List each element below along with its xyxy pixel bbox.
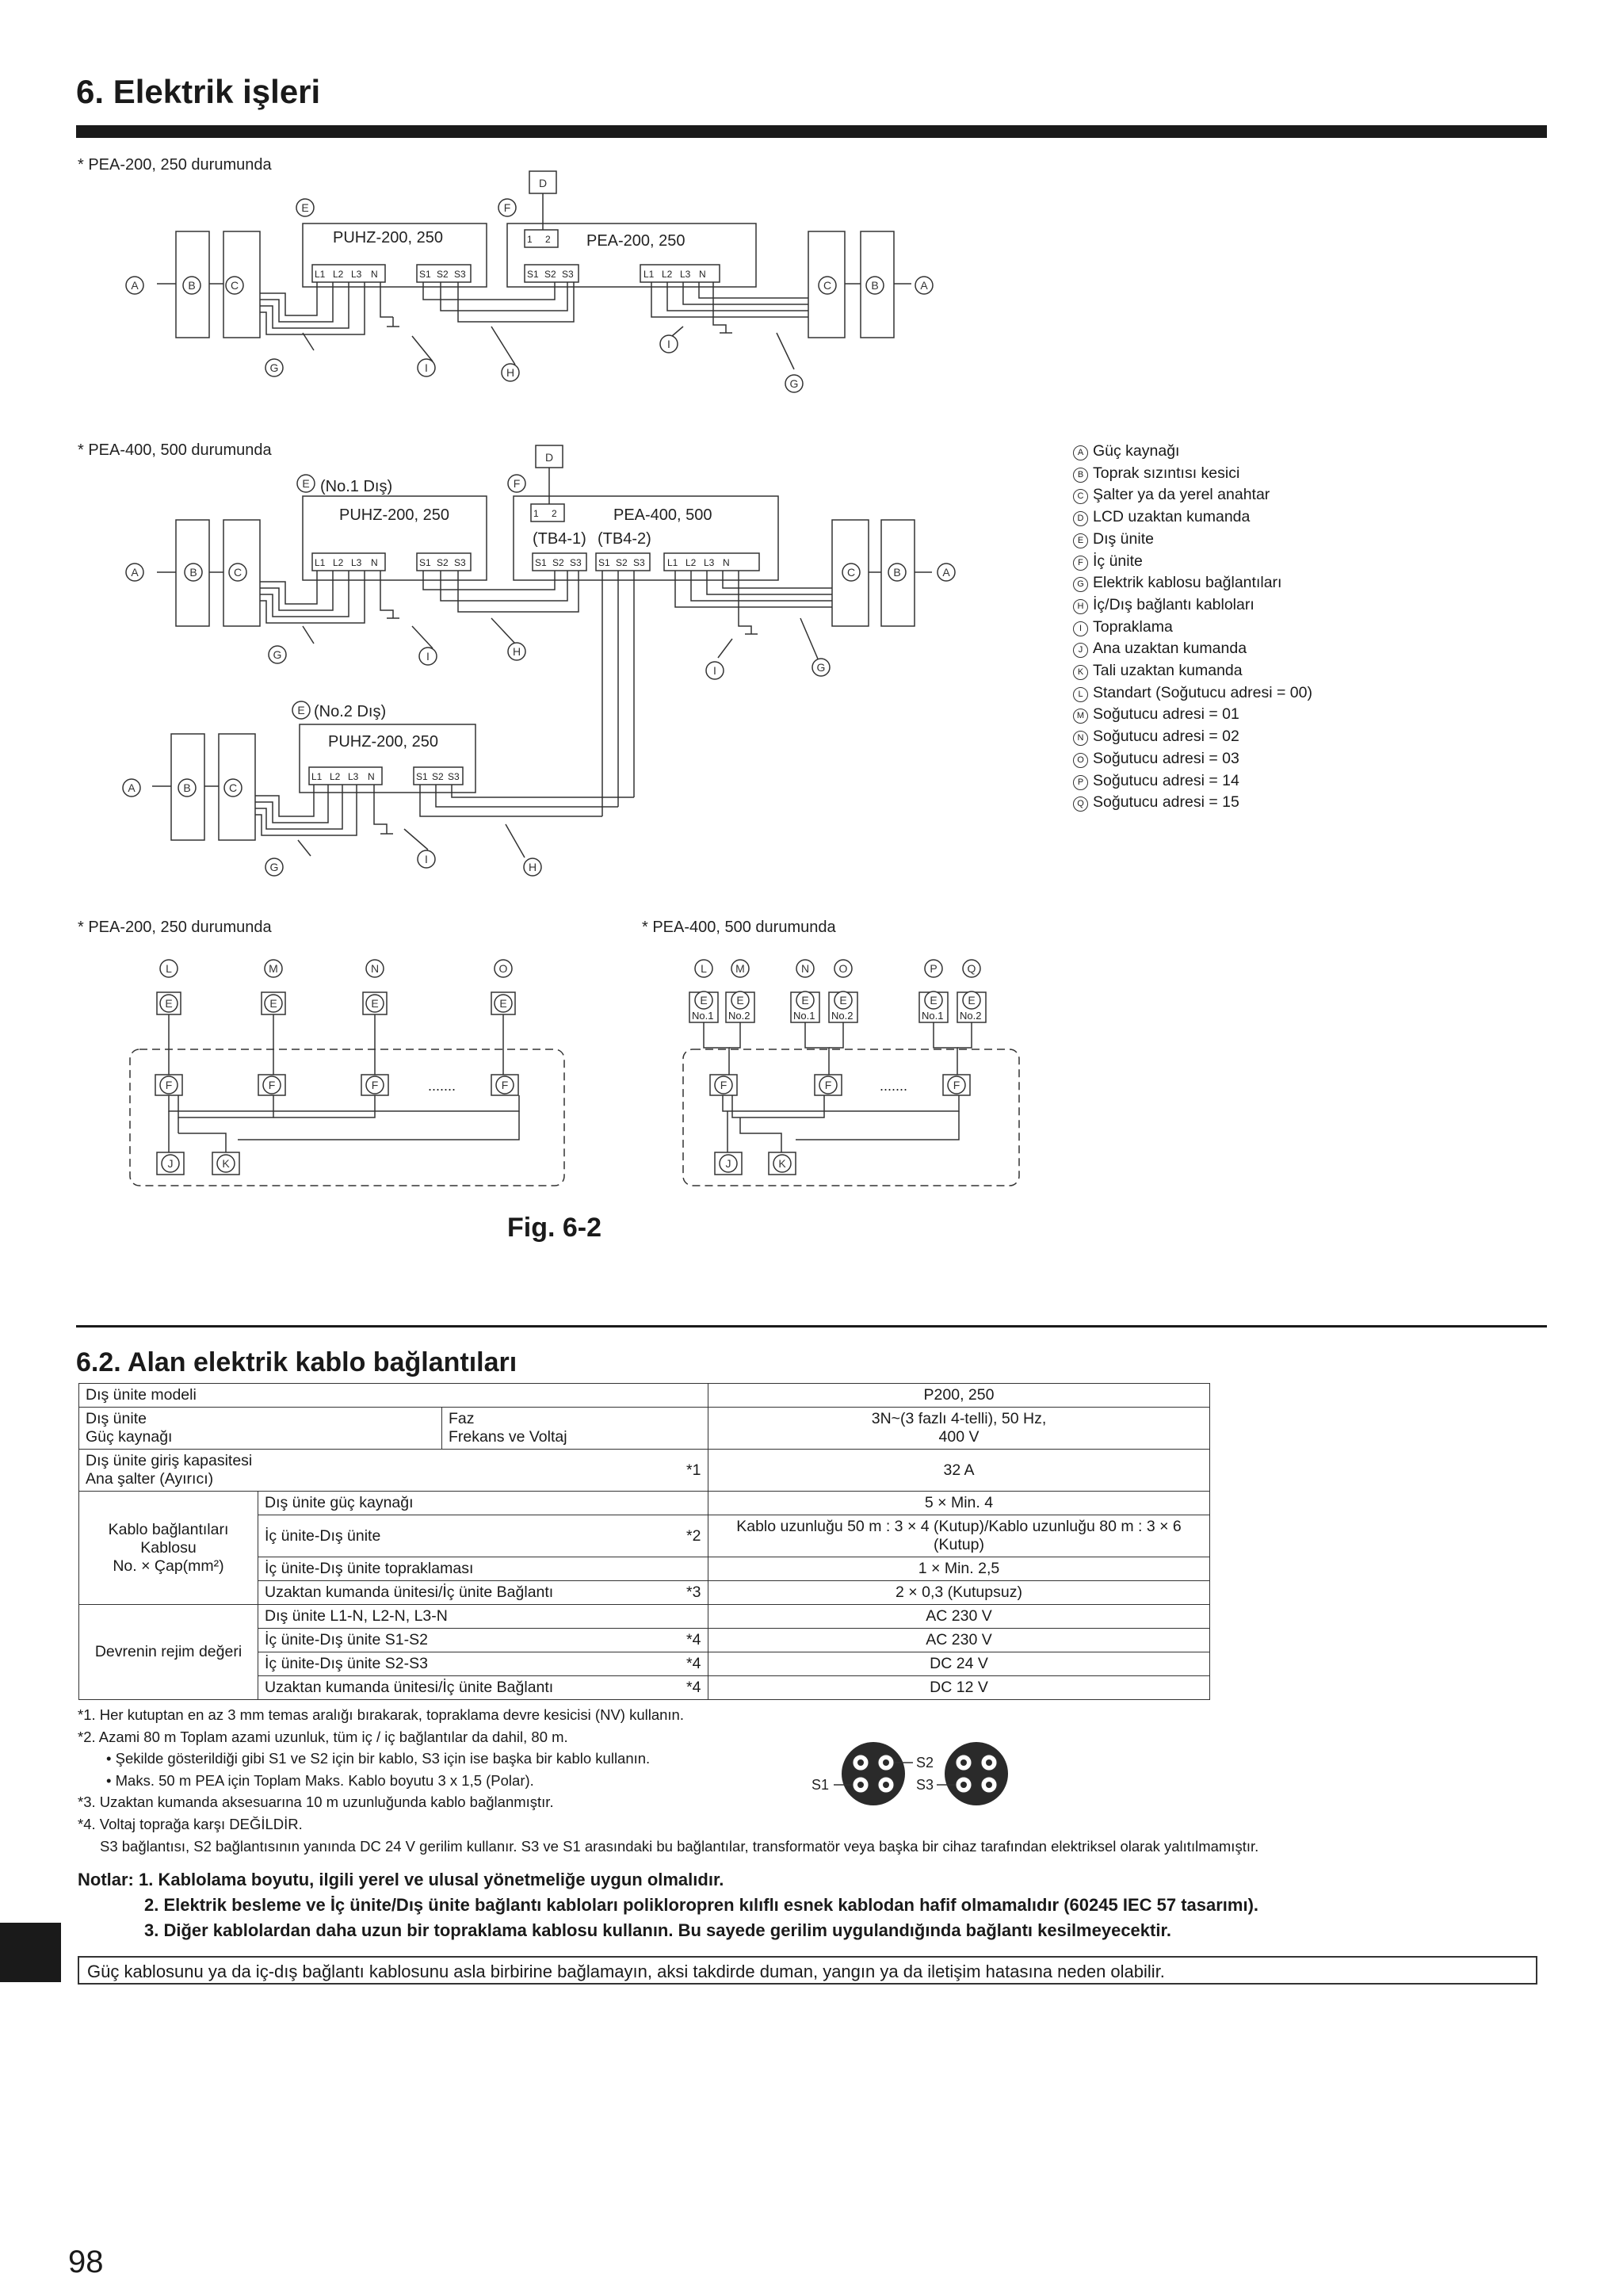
svg-text:F: F [501,1079,509,1091]
table-row: Uzaktan kumanda ünitesi/İç ünite Bağlantı [258,1581,680,1605]
legend-item: K Tali uzaktan kumanda [1073,660,1312,682]
svg-text:I: I [713,664,716,677]
legend-item: I Topraklama [1073,617,1312,639]
svg-text:L2: L2 [685,557,697,568]
legend-item: B Toprak sızıntısı kesici [1073,463,1312,485]
svg-text:C: C [228,781,238,794]
svg-text:L1: L1 [311,771,323,782]
svg-text:F: F [953,1079,960,1091]
svg-text:A: A [942,566,950,579]
svg-text:I: I [425,853,428,865]
legend-item: C Şalter ya da yerel anahtar [1073,484,1312,506]
svg-text:S2: S2 [916,1755,934,1771]
legend-item: J Ana uzaktan kumanda [1073,638,1312,660]
svg-text:N: N [371,269,378,280]
svg-text:D: D [544,451,554,464]
svg-text:N: N [371,557,378,568]
svg-text:B: B [183,781,191,794]
svg-text:G: G [273,648,282,661]
legend-item: D LCD uzaktan kumanda [1073,506,1312,529]
svg-text:H: H [528,861,537,873]
svg-text:P: P [930,962,938,975]
page-number: 98 [68,2244,104,2279]
svg-text:J: J [725,1157,731,1170]
svg-text:L1: L1 [315,557,326,568]
legend-item: M Soğutucu adresi = 01 [1073,704,1312,726]
warning-box: Güç kablosunu ya da iç-dış bağlantı kablosunu asla birbirine bağlamayın, aksi takdirde duman, yangın ya da iletişim hatasına neden olabilir. [78,1956,1537,1985]
legend-item: L Standart (Soğutucu adresi = 00) [1073,682,1312,705]
svg-text:J: J [167,1157,174,1170]
notes: Notlar: 1. Kablolama boyutu, ilgili yerel ve ulusal yönetmeliğe uygun olmalıdır. 2. Elektrik besleme ve İç ünite/Dış ünite bağlantı kabloları polikloropren kılıflı esnek kablodan hafif olmamalıdır (60245 IEC 57 tasarımı). 3. Diğer kablolardan daha uzun bir topraklama kablosu kullanın. Bu sayede gerilim uygulandığında bağlantı kesilmeyecektir. [78,1870,1259,1940]
svg-text:No.1: No.1 [793,1010,815,1022]
svg-text:PUHZ-200, 250: PUHZ-200, 250 [339,506,449,524]
svg-text:I: I [425,361,428,374]
figure-label: Fig. 6-2 [507,1213,602,1243]
svg-text:E: E [968,994,976,1007]
svg-text:F: F [824,1079,832,1091]
svg-text:F: F [268,1079,276,1091]
svg-text:F: F [503,201,511,214]
svg-text:S2: S2 [616,557,628,568]
svg-text:E: E [165,997,173,1010]
svg-text:C: C [233,566,242,579]
svg-text:G: G [269,361,279,374]
table-row: Uzaktan kumanda ünitesi/İç ünite Bağlantı [258,1676,680,1700]
svg-text:C: C [230,279,239,292]
svg-text:E: E [301,201,309,214]
svg-text:H: H [506,366,515,379]
svg-text:(TB4-2): (TB4-2) [598,530,651,548]
svg-text:N: N [723,557,730,568]
svg-text:L2: L2 [330,771,341,782]
caption-pea200-b: * PEA-200, 250 durumunda [78,919,272,936]
svg-text:PEA-200, 250: PEA-200, 250 [586,232,685,250]
svg-text:F: F [720,1079,727,1091]
svg-text:N: N [699,269,706,280]
svg-text:S2: S2 [437,557,449,568]
svg-text:2: 2 [545,234,551,245]
svg-text:S1: S1 [598,557,610,568]
svg-text:I: I [667,338,670,350]
svg-text:L3: L3 [704,557,715,568]
svg-text:E: E [839,994,847,1007]
svg-text:1: 1 [533,508,539,519]
svg-text:No.2: No.2 [831,1010,854,1022]
svg-text:S1: S1 [535,557,547,568]
svg-text:L: L [701,962,707,975]
table-row: İç ünite-Dış ünite S1-S2 [258,1629,680,1652]
svg-text:N: N [370,962,380,975]
svg-text:.......: ....... [880,1078,908,1094]
svg-text:L3: L3 [351,269,362,280]
svg-text:L1: L1 [643,269,655,280]
legend-item: F İç ünite [1073,551,1312,573]
svg-text:B: B [188,279,196,292]
svg-text:S2: S2 [552,557,564,568]
svg-text:D: D [538,177,548,189]
svg-text:S3: S3 [454,269,466,280]
svg-text:S3: S3 [562,269,574,280]
svg-text:N: N [800,962,810,975]
svg-text:E: E [269,997,277,1010]
svg-text:.......: ....... [428,1078,456,1094]
svg-text:L1: L1 [315,269,326,280]
svg-text:S1: S1 [416,771,428,782]
legend-item: G Elektrik kablosu bağlantıları [1073,572,1312,594]
table-row: İç ünite-Dış ünite S2-S3 [258,1652,680,1676]
svg-text:F: F [513,477,521,490]
svg-text:K: K [778,1157,786,1170]
marker-c [226,277,243,294]
svg-text:PUHZ-200, 250: PUHZ-200, 250 [328,733,438,751]
svg-text:G: G [816,661,826,674]
svg-text:E: E [801,994,809,1007]
svg-text:E: E [371,997,379,1010]
svg-text:N: N [368,771,375,782]
svg-text:G: G [789,377,799,390]
svg-text:O: O [838,962,848,975]
caption-pea400: * PEA-400, 500 durumunda [78,441,272,459]
svg-text:No.1: No.1 [922,1010,944,1022]
svg-text:S2: S2 [437,269,449,280]
svg-text:(TB4-1): (TB4-1) [533,530,586,548]
svg-text:S3: S3 [570,557,582,568]
table-row: İç ünite-Dış ünite topraklaması [258,1557,680,1581]
legend-item: Q Soğutucu adresi = 15 [1073,792,1312,814]
svg-text:PUHZ-200, 250: PUHZ-200, 250 [333,229,443,246]
svg-text:L3: L3 [351,557,362,568]
svg-text:L: L [166,962,172,975]
svg-text:F: F [371,1079,379,1091]
caption-pea200: * PEA-200, 250 durumunda [78,156,272,174]
legend-item: O Soğutucu adresi = 03 [1073,748,1312,770]
svg-text:PEA-400, 500: PEA-400, 500 [613,506,712,524]
svg-text:S1: S1 [419,557,431,568]
svg-text:A: A [131,279,139,292]
table-row: İç ünite-Dış ünite [258,1515,680,1557]
svg-text:No.1: No.1 [692,1010,714,1022]
legend-item: N Soğutucu adresi = 02 [1073,726,1312,748]
svg-text:2: 2 [552,508,557,519]
svg-text:M: M [735,962,745,975]
caption-pea400-b: * PEA-400, 500 durumunda [642,919,836,936]
svg-text:S1: S1 [527,269,539,280]
svg-text:S3: S3 [633,557,645,568]
svg-text:L3: L3 [680,269,691,280]
svg-text:M: M [269,962,278,975]
footnotes: *1. Her kutuptan en az 3 mm temas aralığı bırakarak, topraklama devre kesicisi (NV) kullanın. *2. Azami 80 m Toplam azami uzunluk, tüm iç / iç bağlantılar da dahil, 80 m. • Şekilde gösterildiği gibi S1 ve S2 için bir kablo, S3 için ise başka bir kablo kullanın. • Maks. 50 m PEA için Toplam Maks. Kablo boyutu 3 x 1,5 (Polar). *3. Uzaktan kumanda aksesuarına 10 m uzunluğunda kablo bağlanmıştır. *4. Voltaj toprağa karşı DEĞİLDİR. S3 bağlantısı, S2 bağlantısının yanında DC 24 V gerilim kullanır. S3 ve S1 arasındaki bu bağlantılar, transformatör veya başka bir cihaz tarafından elektriksel olarak yalıtılmamıştır. [78,1706,1259,1855]
svg-text:(No.1 Dış): (No.1 Dış) [320,478,393,495]
svg-text:E: E [736,994,744,1007]
svg-text:E: E [700,994,708,1007]
spec-table: Dış ünite modeli P200, 250 Dış ünite Güç kaynağı Faz Frekans ve Voltaj 3N~(3 fazlı 4-telli), 50 Hz, 400 V Dış ünite giriş kapasitesi Ana şalter (Ayırıcı) *1 32 A Kablo bağlantıları Kablosu No. × Çap(mm²) Dış ünite güç kaynağı 5 × Min. 4 İç ünite-Dış ünite *2 Kablo uzunluğu 50 m : 3 × 4 (Kutup)/Kablo uzunluğu 80 m : 3 × 6 (Kutup) İç ünite-Dış ünite topraklaması 1 × Min. 2,5 Uzaktan kumanda ünitesi/İç ünite Bağlantı *3 2 × 0,3 (Kutupsuz) Devrenin rejim değeri Dış ünite L1-N, L2-N, L3-N AC 230 V İç ünite-Dış ünite S1-S2 *4 AC 230 V İç ünite-Dış ünite S2-S3 *4 DC 24 V Uzaktan kumanda ünitesi/İç ünite Bağlantı *4 DC 12 V [78,1383,1210,1700]
svg-text:L2: L2 [333,269,344,280]
svg-text:S1: S1 [419,269,431,280]
svg-text:K: K [222,1157,230,1170]
svg-text:No.2: No.2 [728,1010,750,1022]
cable-cross-section [800,1736,1038,1815]
svg-text:B: B [893,566,901,579]
svg-text:S3: S3 [454,557,466,568]
svg-text:1: 1 [527,234,533,245]
svg-text:C: C [823,279,832,292]
svg-text:B: B [871,279,879,292]
table-row: Dış ünite L1-N, L2-N, L3-N [258,1605,680,1629]
svg-text:E: E [297,704,305,716]
svg-text:L2: L2 [662,269,673,280]
table-row: Dış ünite güç kaynağı [258,1492,680,1515]
svg-text:I: I [426,650,430,663]
svg-text:S1: S1 [812,1777,830,1793]
svg-text:L1: L1 [667,557,678,568]
svg-text:L3: L3 [348,771,359,782]
svg-text:E: E [302,477,310,490]
svg-text:G: G [269,861,279,873]
svg-text:S3: S3 [916,1777,934,1793]
marker-a [126,277,143,294]
svg-text:Q: Q [967,962,976,975]
svg-text:F: F [165,1079,173,1091]
legend [1073,441,1312,814]
svg-text:L2: L2 [333,557,344,568]
svg-text:E: E [499,997,507,1010]
svg-text:C: C [846,566,856,579]
svg-text:S3: S3 [448,771,460,782]
chapter-tab [0,1923,61,1982]
svg-text:S2: S2 [544,269,556,280]
section-rule [76,1325,1547,1328]
svg-text:B: B [189,566,197,579]
svg-text:O: O [498,962,508,975]
subsection-title: 6.2. Alan elektrik kablo bağlantıları [76,1347,517,1377]
svg-text:E: E [930,994,938,1007]
legend-item: E Dış ünite [1073,529,1312,551]
svg-text:No.2: No.2 [960,1010,982,1022]
svg-text:A: A [131,566,139,579]
legend-item: A Güç kaynağı [1073,441,1312,463]
legend-item: P Soğutucu adresi = 14 [1073,770,1312,793]
svg-text:A: A [128,781,136,794]
svg-text:(No.2 Dış): (No.2 Dış) [314,703,387,720]
section-title: 6. Elektrik işleri [76,73,321,110]
svg-text:S2: S2 [432,771,444,782]
marker-b [183,277,200,294]
svg-text:A: A [920,279,928,292]
legend-item: H İç/Dış bağlantı kabloları [1073,594,1312,617]
svg-text:H: H [512,645,521,658]
